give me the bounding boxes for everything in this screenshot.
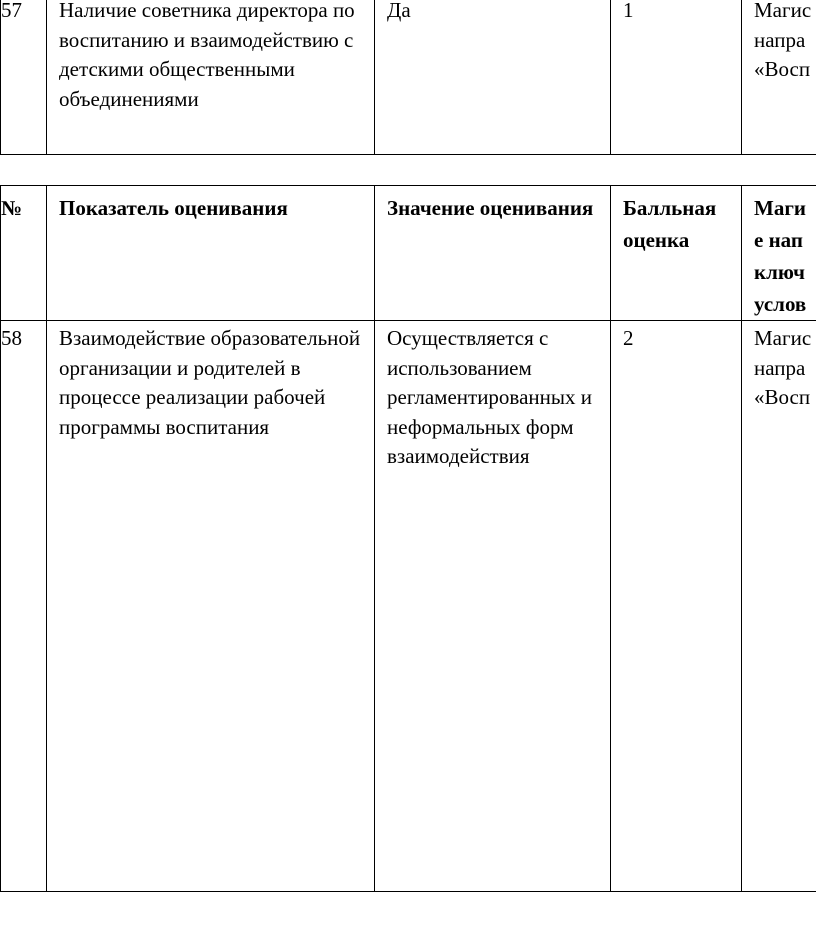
header-score: Балльная оценка	[611, 186, 742, 321]
value-cell: Да	[375, 0, 611, 155]
header-magistral	[742, 186, 816, 321]
header-value: Значение оценивания	[375, 186, 611, 321]
header-magistral-line: е нап	[754, 228, 803, 252]
header-magistral-line: услов	[754, 292, 807, 316]
indicator-cell: Наличие советника директора по воспитанию и взаимодействию с детскими общественными объединениями	[47, 0, 375, 155]
magistral-cell	[742, 0, 816, 155]
criteria-table-top	[0, 0, 816, 155]
criteria-table-main	[0, 185, 816, 892]
magistral-text-line: напра	[754, 355, 806, 380]
header-magistral-line: ключ	[754, 260, 805, 284]
score-cell: 2	[611, 321, 742, 892]
magistral-cell	[742, 321, 816, 892]
magistral-text-line: «Восп	[754, 385, 811, 409]
magistral-text-line: Магис	[754, 0, 812, 22]
score-cell: 1	[611, 0, 742, 155]
indicator-cell: Взаимодействие образовательной организации и родителей в процессе реализации рабочей программы воспитания	[47, 321, 375, 892]
value-cell: Осуществляется с использованием регламентированных и неформальных форм взаимодействия	[375, 321, 611, 892]
header-num: №	[1, 186, 47, 321]
table-header-row	[1, 186, 816, 321]
table-row	[1, 0, 816, 155]
magistral-text-line: Магис	[754, 326, 812, 350]
magistral-text-line: напра	[754, 27, 806, 52]
table-row	[1, 321, 816, 892]
header-indicator: Показатель оценивания	[47, 186, 375, 321]
row-number: 58	[1, 321, 47, 892]
row-number: 57	[1, 0, 47, 155]
header-magistral-line: Маги	[754, 196, 806, 220]
magistral-text-line: «Восп	[754, 57, 811, 81]
